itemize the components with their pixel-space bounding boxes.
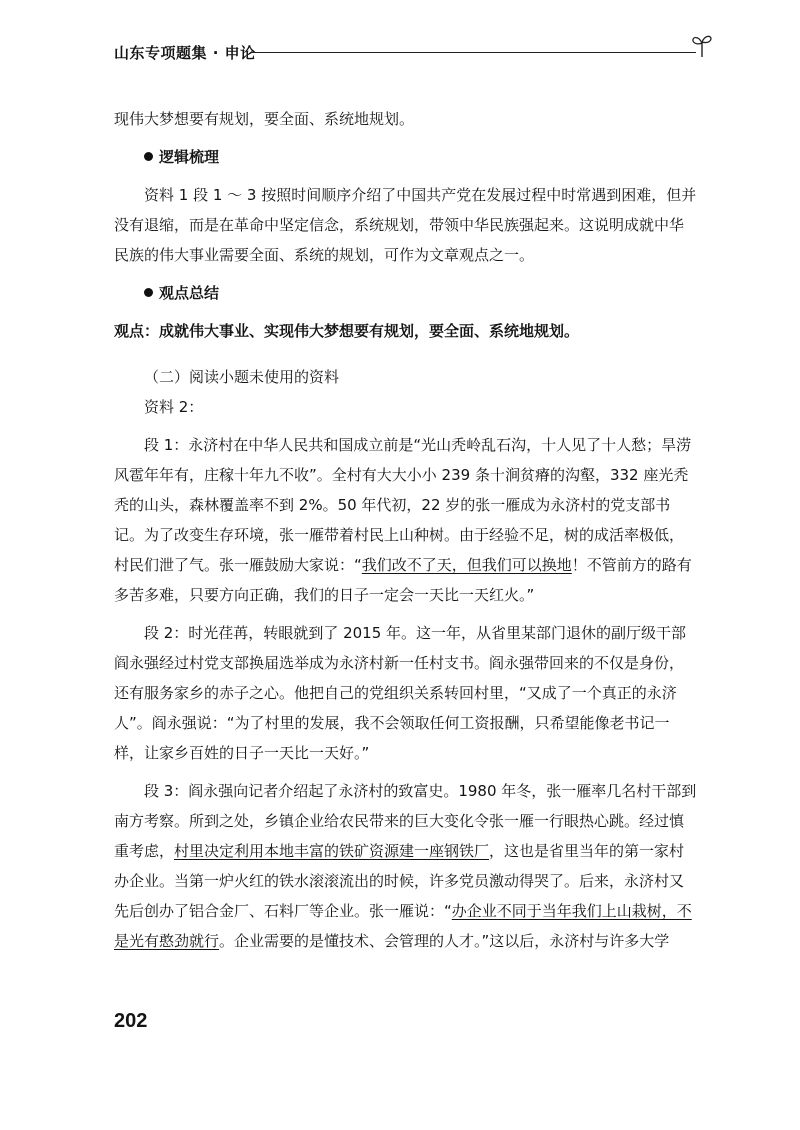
running-header bbox=[114, 38, 714, 64]
page-body bbox=[114, 104, 698, 956]
p1-text-a: 段 1：永济村在中华人民共和国成立前是“光山秃岭乱石沟，十人见了十人愁；旱涝风雹年年有，庄稼十年九不收”。全村有大大小小 239 条十涧贫瘠的沟壑，332 座光秃秃的山头，森林覆盖率不到 2%。50 年代初，22 岁的张一雁成为永济村的党支部书记。为了改变生存环境，张一雁带着村民上山种树。由于经验不足，树的成活率极低，村民们泄了气。张一雁鼓励大家说：“ bbox=[114, 436, 692, 574]
p3-underlined-2: 办企业不同于当年我们上山栽树，不是光有憨劲就行 bbox=[114, 902, 692, 950]
summary-heading-text: 观点总结 bbox=[159, 284, 220, 302]
logic-heading-text: 逻辑梳理 bbox=[159, 148, 220, 166]
bullet-icon bbox=[144, 288, 153, 297]
p3-underlined-1: 村里决定利用本地丰富的铁矿资源建一座钢铁厂 bbox=[174, 842, 490, 860]
header-title: 山东专项题集 · 申论 bbox=[114, 44, 256, 62]
summary-paragraph: 观点：成就伟大事业、实现伟大梦想要有规划，要全面、系统地规划。 bbox=[114, 322, 580, 340]
summary-heading bbox=[114, 278, 698, 308]
p3-text-a: 段 3：阎永强向记者介绍起了永济村的致富史。1980 年冬，张一雁率几名村干部到南方考察。所到之处，乡镇企业给农民带来的巨大变化令张一雁一行眼热心跳。经过慎重考虑， bbox=[114, 782, 697, 860]
paragraph-1 bbox=[114, 430, 698, 610]
header-rule bbox=[252, 52, 696, 53]
logic-heading bbox=[114, 142, 698, 172]
logic-paragraph: 资料 1 段 1 ～ 3 按照时间顺序介绍了中国共产党在发展过程中时常遇到困难，但并没有退缩，而是在革命中坚定信念，系统规划，带领中华民族强起来。这说明成就中华民族的伟大事业需要全面、系统的规划，可作为文章观点之一。 bbox=[114, 186, 697, 264]
p1-underlined: 我们改不了天，但我们可以换地 bbox=[361, 556, 572, 574]
paragraph-3 bbox=[114, 776, 698, 956]
p3-text-b: ，这也是省里当年的第一家村办企业。当第一炉火红的铁水滚滚流出的时候，许多党员激动得哭了。后来，永济村又先后创办了铝合金厂、石料厂等企业。张一雁说：“ bbox=[114, 842, 685, 920]
page-number: 202 bbox=[114, 1010, 148, 1032]
p1-text-b: ！不管前方的路有多苦多难，只要方向正确，我们的日子一定会一天比一天红火。” bbox=[114, 556, 692, 604]
material-label: 资料 2： bbox=[144, 398, 204, 416]
p3-text-c: 。企业需要的是懂技术、会管理的人才。”这以后，永济村与许多大学 bbox=[219, 932, 670, 950]
bullet-icon bbox=[144, 152, 153, 161]
section-title: （二）阅读小题未使用的资料 bbox=[144, 368, 340, 386]
intro-line: 现伟大梦想要有规划，要全面、系统地规划。 bbox=[114, 110, 415, 128]
sprout-icon bbox=[690, 32, 714, 58]
paragraph-2: 段 2：时光荏苒，转眼就到了 2015 年。这一年，从省里某部门退休的副厅级干部阎永强经过村党支部换届选举成为永济村新一任村支书。阎永强带回来的不仅是身份，还有服务家乡的赤子之心。他把自己的党组织关系转回村里，“又成了一个真正的永济人”。阎永强说：“为了村里的发展，我不会领取任何工资报酬，只希望能像老书记一样，让家乡百姓的日子一天比一天好。” bbox=[114, 624, 687, 762]
